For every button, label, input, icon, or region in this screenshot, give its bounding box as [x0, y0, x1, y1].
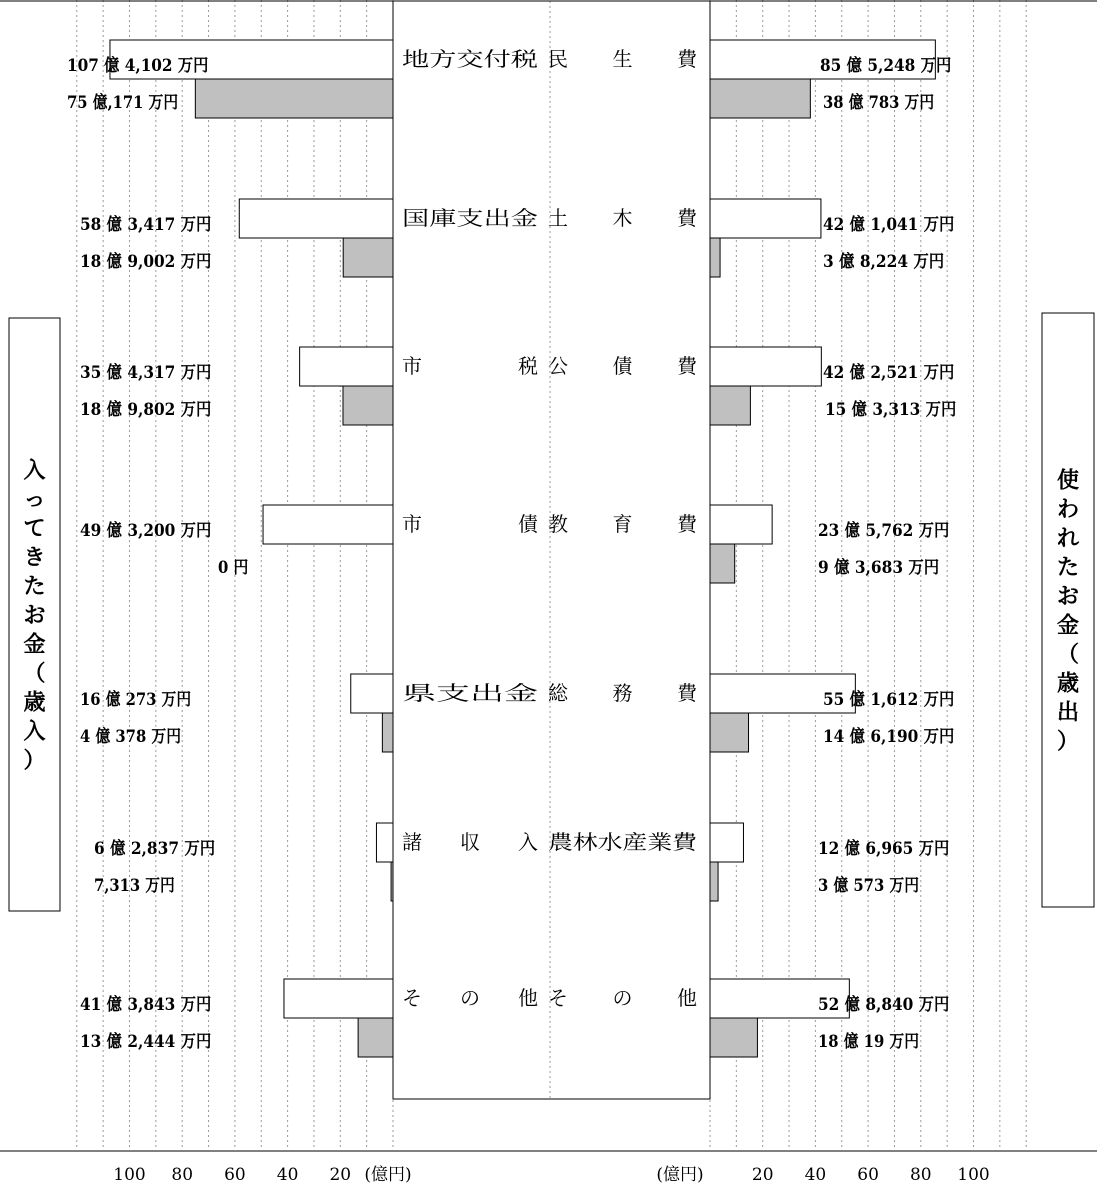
- expenditure-value-label: 23 億 5,762 万円: [818, 521, 964, 541]
- left-title-char: お: [23, 603, 46, 629]
- expenditure-category-char: そ: [548, 986, 568, 1010]
- right-title-char: 歳: [1056, 671, 1080, 697]
- revenue-total-bar: [300, 347, 393, 386]
- expenditure-value-label: 55 億 1,612 万円: [823, 690, 969, 710]
- expenditure-total-bar: [710, 347, 821, 386]
- left-title-char: ）: [23, 748, 46, 774]
- left-tick-label: 20: [329, 1165, 352, 1185]
- right-tick-label: 60: [857, 1165, 879, 1185]
- revenue-category-char: 債: [518, 512, 538, 536]
- expenditure-value-label: 38 億 783 万円: [823, 93, 951, 113]
- right-tick-label: 100: [957, 1165, 990, 1185]
- expenditure-category-char: 土: [548, 206, 568, 230]
- right-title-box: [1042, 313, 1094, 907]
- left-tick-label: 60: [224, 1165, 246, 1185]
- revenue-general-bar: [391, 862, 393, 901]
- expenditure-general-bar: [710, 862, 718, 901]
- left-unit-label: (億円): [364, 1165, 412, 1185]
- revenue-value-label: 18 億 9,002 万円: [80, 252, 226, 272]
- right-title-char: 使: [1056, 468, 1080, 494]
- revenue-general-bar: [195, 79, 393, 118]
- expenditure-category-char: の: [612, 986, 633, 1010]
- left-tick-label: 40: [276, 1165, 299, 1185]
- revenue-category: 地方交付税: [402, 47, 538, 71]
- revenue-value-label: 13 億 2,444 万円: [80, 1032, 226, 1052]
- revenue-value-label: 41 億 3,843 万円: [80, 995, 226, 1015]
- left-title-char: き: [23, 545, 46, 571]
- expenditure-category-char: 費: [677, 681, 697, 705]
- expenditure-category-char: 債: [612, 354, 633, 378]
- expenditure-value-label: 52 億 8,840 万円: [818, 995, 964, 1015]
- expenditure-category-char: 費: [677, 354, 697, 378]
- expenditure-category-char: 他: [677, 986, 697, 1010]
- revenue-category: 県支出金: [402, 681, 538, 705]
- right-tick-label: 80: [909, 1165, 932, 1185]
- expenditure-value-label: 12 億 6,965 万円: [818, 839, 964, 859]
- expenditure-category-char: 費: [677, 47, 697, 71]
- right-tick-label: 20: [751, 1165, 774, 1185]
- revenue-value-label: 16 億 273 万円: [80, 690, 208, 710]
- expenditure-general-bar: [710, 79, 810, 118]
- expenditure-value-label: 85 億 5,248 万円: [820, 56, 966, 76]
- right-title-char: （: [1056, 642, 1080, 668]
- left-title-char: （: [23, 661, 46, 687]
- right-title-char: 金: [1056, 613, 1080, 639]
- expenditure-category-char: 教: [548, 512, 568, 536]
- revenue-category-char: 他: [518, 986, 538, 1010]
- revenue-category-char: 収: [460, 830, 480, 854]
- left-title-char: 金: [23, 632, 46, 658]
- right-title-char: れ: [1056, 526, 1080, 552]
- expenditure-category-char: 育: [612, 512, 633, 536]
- right-title-char: お: [1056, 584, 1080, 610]
- expenditure-general-bar: [710, 713, 749, 752]
- category-panel-box: [393, 1, 710, 1099]
- left-title-char: 入: [23, 719, 46, 745]
- expenditure-value-label: 3 億 573 万円: [818, 876, 935, 896]
- expenditure-category-char: 費: [677, 206, 697, 230]
- expenditure-value-label: 18 億 19 万円: [818, 1032, 935, 1052]
- left-title-char: 入: [23, 458, 46, 484]
- left-title-char: て: [23, 516, 46, 542]
- right-title-char: わ: [1056, 497, 1080, 523]
- expenditure-category: 農林水産業費: [548, 830, 699, 854]
- revenue-total-bar: [263, 505, 393, 544]
- revenue-general-bar: [343, 386, 393, 425]
- expenditure-general-bar: [710, 544, 735, 583]
- expenditure-value-label: 42 億 2,521 万円: [823, 363, 969, 383]
- revenue-value-label: 58 億 3,417 万円: [80, 215, 226, 235]
- expenditure-category-char: 務: [612, 681, 633, 705]
- revenue-total-bar: [376, 823, 393, 862]
- revenue-general-bar: [382, 713, 393, 752]
- category-panel: [393, 1, 710, 1099]
- revenue-value-label: 18 億 9,802 万円: [80, 400, 226, 420]
- left-title-char: 歳: [23, 690, 46, 716]
- expenditure-total-bar: [710, 823, 743, 862]
- revenue-category-char: の: [460, 986, 480, 1010]
- expenditure-value-label: 9 億 3,683 万円: [818, 558, 952, 578]
- revenue-general-bar: [358, 1018, 393, 1057]
- expenditure-category-char: 公: [548, 354, 568, 378]
- expenditure-general-bar: [710, 386, 750, 425]
- expenditure-general-bar: [710, 1018, 757, 1057]
- revenue-total-bar: [239, 199, 393, 238]
- revenue-category-char: 入: [518, 830, 538, 854]
- revenue-category-char: そ: [402, 986, 422, 1010]
- revenue-value-label: 0 円: [218, 558, 249, 578]
- right-tick-label: 40: [804, 1165, 827, 1185]
- left-tick-label: 100: [113, 1165, 146, 1185]
- revenue-category: 国庫支出金: [402, 206, 538, 230]
- revenue-total-bar: [351, 674, 393, 713]
- expenditure-category-char: 生: [612, 47, 633, 71]
- expenditure-value-label: 42 億 1,041 万円: [823, 215, 969, 235]
- left-title-char: っ: [23, 487, 46, 513]
- expenditure-category-char: 木: [612, 206, 633, 230]
- expenditure-total-bar: [710, 505, 772, 544]
- left-title-char: た: [23, 574, 46, 600]
- expenditure-value-label: 3 億 8,224 万円: [823, 252, 957, 272]
- right-unit-label: (億円): [656, 1165, 704, 1185]
- revenue-value-label: 7,313 万円: [94, 876, 175, 896]
- revenue-total-bar: [284, 979, 393, 1018]
- revenue-value-label: 49 億 3,200 万円: [80, 521, 226, 541]
- revenue-value-label: 75 億,171 万円: [67, 93, 195, 113]
- revenue-value-label: 6 億 2,837 万円: [94, 839, 228, 859]
- left-tick-label: 80: [171, 1165, 194, 1185]
- right-title-char: た: [1056, 555, 1080, 581]
- revenue-category-char: 市: [402, 512, 422, 536]
- right-title-char: ）: [1056, 729, 1080, 755]
- expenditure-value-label: 15 億 3,313 万円: [825, 400, 971, 420]
- revenue-general-bar: [343, 238, 393, 277]
- revenue-value-label: 107 億 4,102 万円: [67, 56, 225, 76]
- revenue-value-label: 35 億 4,317 万円: [80, 363, 226, 383]
- revenue-category-char: 税: [518, 354, 538, 378]
- expenditure-category-char: 費: [677, 512, 697, 536]
- expenditure-category-char: 民: [548, 47, 568, 71]
- revenue-category-char: 諸: [402, 830, 422, 854]
- right-title-char: 出: [1056, 700, 1080, 726]
- revenue-value-label: 4 億 378 万円: [80, 727, 197, 747]
- expenditure-category-char: 総: [548, 681, 568, 705]
- expenditure-total-bar: [710, 199, 821, 238]
- expenditure-general-bar: [710, 238, 720, 277]
- revenue-category-char: 市: [402, 354, 422, 378]
- expenditure-value-label: 14 億 6,190 万円: [823, 727, 969, 747]
